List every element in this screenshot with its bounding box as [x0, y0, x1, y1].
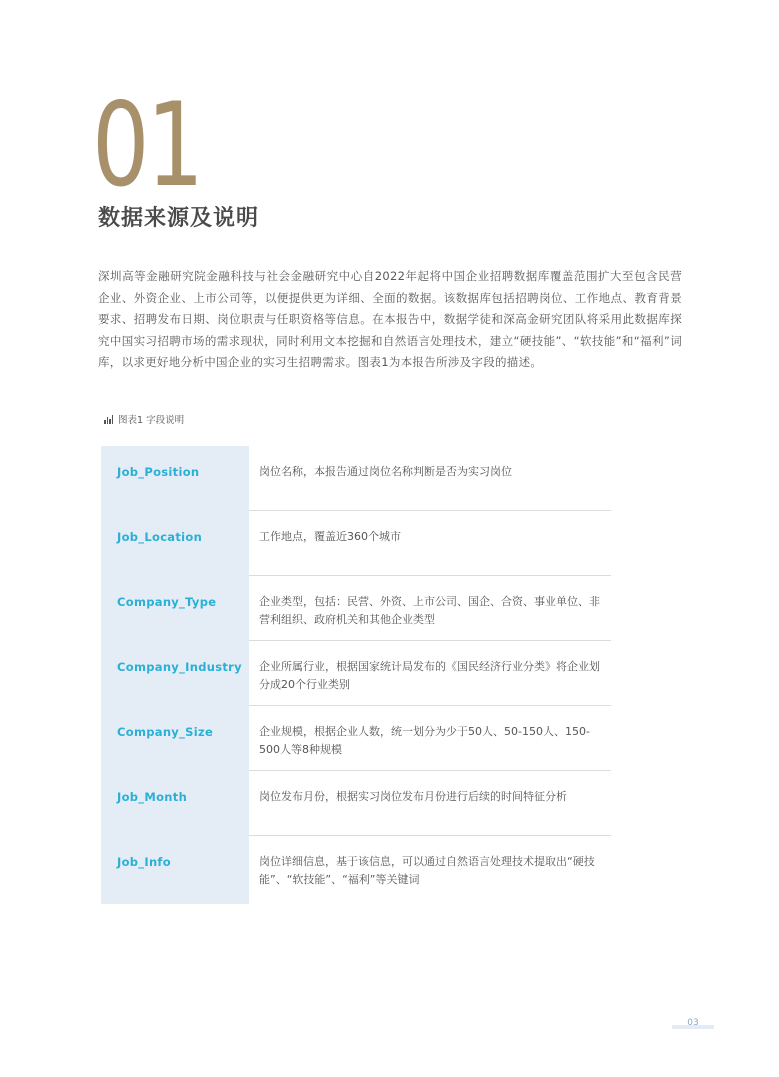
field-name: Company_Size [117, 725, 214, 739]
table-row [101, 446, 611, 511]
field-name: Job_Month [117, 790, 188, 804]
section-title: 数据来源及说明 [98, 206, 260, 231]
chapter-number: 01 [92, 78, 201, 213]
figure-caption [104, 412, 184, 426]
intro-paragraph: 深圳高等金融研究院金融科技与社会金融研究中心自2022年起将中国企业招聘数据库覆盖范围扩大至包含民营企业、外资企业、上市公司等，以便提供更为详细、全面的数据。该数据库包括招聘岗位、工作地点、教育背景要求、招聘发布日期、岗位职责与任职资格等信息。在本报告中，数据学徒和深高金研究团队将采用此数据库探究中国实习招聘市场的需求现状，同时利用文本挖掘和自然语言处理技术，建立“硬技能”、“软技能”和“福利”词库，以求更好地分析中国企业的实习生招聘需求。图表1为本报告所涉及字段的描述。 [98, 269, 682, 369]
table-row [101, 706, 611, 771]
table-row [101, 511, 611, 576]
field-name: Company_Industry [117, 660, 242, 674]
table-row [101, 641, 611, 706]
field-description: 企业类型，包括：民营、外资、上市公司、国企、合资、事业单位、非营利组织、政府机关和其他企业类型 [259, 595, 600, 626]
page-number: 03 [687, 1018, 699, 1028]
field-name: Job_Location [117, 530, 203, 544]
field-description: 工作地点，覆盖近360个城市 [259, 530, 401, 543]
bar-chart-icon [104, 415, 113, 424]
field-description: 岗位名称，本报告通过岗位名称判断是否为实习岗位 [259, 465, 512, 478]
field-description: 岗位详细信息，基于该信息，可以通过自然语言处理技术提取出“硬技能”、“软技能”、“福利”等关键词 [259, 855, 595, 886]
field-description: 企业规模，根据企业人数，统一划分为少于50人、50-150人、150-500人等8种规模 [259, 725, 590, 756]
field-description: 岗位发布月份，根据实习岗位发布月份进行后续的时间特征分析 [259, 790, 567, 803]
table-row [101, 771, 611, 836]
field-description: 企业所属行业，根据国家统计局发布的《国民经济行业分类》将企业划分成20个行业类别 [259, 660, 600, 691]
field-table [101, 446, 611, 904]
table-row [101, 836, 611, 901]
field-name: Job_Info [117, 855, 171, 869]
figure-caption-text: 图表1 字段说明 [118, 415, 185, 426]
table-row [101, 576, 611, 641]
field-name: Company_Type [117, 595, 217, 609]
field-name: Job_Position [117, 465, 200, 479]
